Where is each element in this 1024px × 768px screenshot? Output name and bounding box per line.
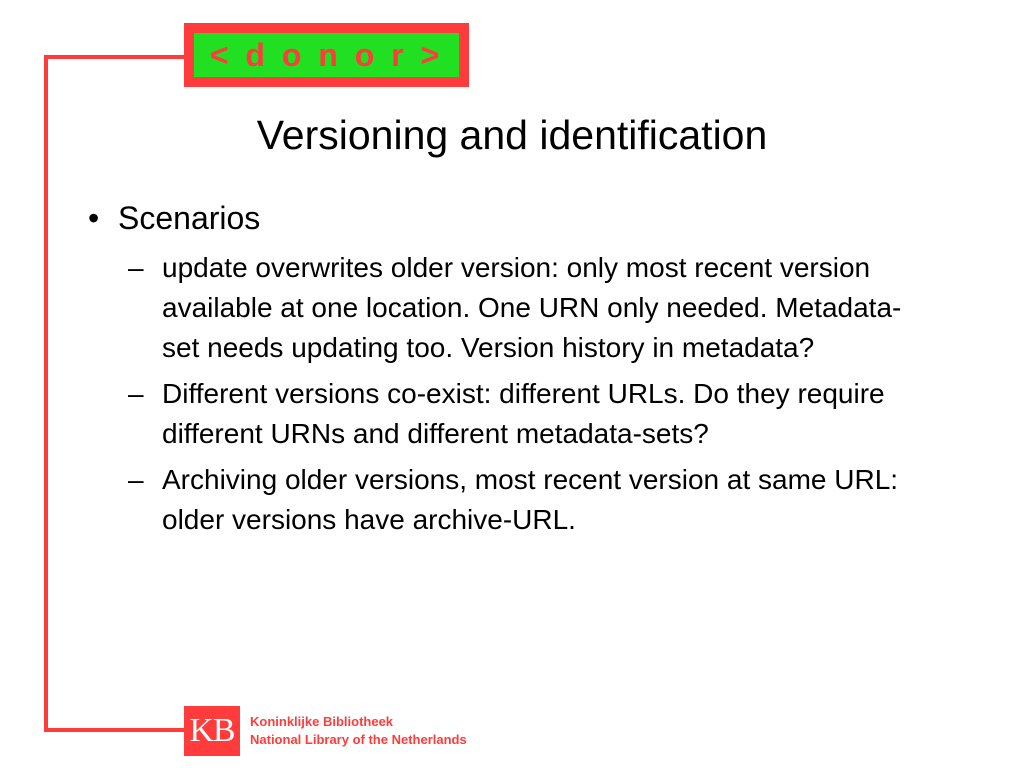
sub-bullet-item bbox=[128, 374, 968, 454]
donor-logo bbox=[184, 23, 469, 87]
bullet-row bbox=[88, 198, 968, 238]
sub-bullet-text: Archiving older versions, most recent version at same URL: older versions have archive-URL. bbox=[162, 464, 899, 535]
sub-bullet-text: Different versions co-exist: different URLs. Do they require different URNs and different metadata-sets? bbox=[162, 378, 885, 449]
bullet-text: Scenarios bbox=[118, 200, 261, 236]
bullet-item bbox=[88, 198, 968, 540]
bullet-mark: • bbox=[88, 200, 100, 236]
donor-logo-text: < d o n o r > bbox=[209, 37, 444, 73]
kb-caption-line2: National Library of the Netherlands bbox=[250, 732, 467, 747]
dash-mark: – bbox=[128, 252, 144, 283]
kb-logo bbox=[184, 706, 240, 756]
kb-caption bbox=[250, 713, 467, 749]
frame-line-top bbox=[44, 55, 186, 59]
donor-logo-panel bbox=[194, 33, 459, 77]
dash-mark: – bbox=[128, 464, 144, 495]
dash-mark: – bbox=[128, 378, 144, 409]
slide-title: Versioning and identification bbox=[256, 112, 768, 158]
kb-logo-letters: KB bbox=[189, 712, 235, 749]
frame-line-bottom bbox=[44, 728, 184, 732]
kb-caption-line1: Koninklijke Bibliotheek bbox=[250, 714, 394, 729]
bullet-list bbox=[88, 198, 968, 546]
sub-bullet-text: update overwrites older version: only most recent version available at one location. One URN only needed. Metadata-set needs updating too. Version history in metadata? bbox=[162, 252, 902, 363]
sub-bullet-item bbox=[128, 248, 968, 368]
sub-bullet-list bbox=[128, 248, 968, 540]
sub-bullet-item bbox=[128, 460, 968, 540]
